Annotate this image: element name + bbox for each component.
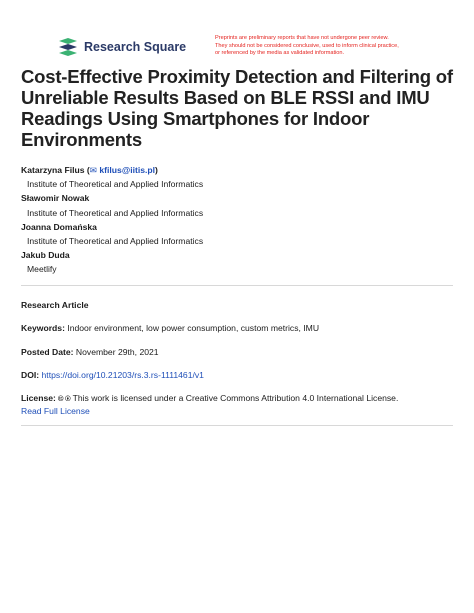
article-type: Research Article — [21, 300, 89, 310]
posted-date-value: November 29th, 2021 — [75, 347, 159, 357]
author-affiliation: Institute of Theoretical and Applied Informatics — [27, 236, 204, 247]
license-row — [21, 392, 453, 417]
author-name: Jakub Duda — [21, 250, 70, 261]
author-affiliation: Institute of Theoretical and Applied Informatics — [27, 179, 204, 190]
doi-link[interactable]: https://doi.org/10.21203/rs.3.rs-1111461/v1 — [41, 370, 204, 380]
preprint-disclaimer — [215, 35, 455, 58]
research-square-logo[interactable] — [57, 38, 186, 56]
disclaimer-line: or referenced by the media as validated information. — [215, 50, 345, 57]
disclaimer-line: They should not be considered conclusive, used to inform clinical practice, — [215, 42, 399, 49]
author-name: Katarzyna Filus — [21, 165, 85, 175]
divider — [21, 425, 453, 426]
research-square-logo-icon — [57, 38, 79, 56]
author-email-link[interactable]: kfilus@iitis.pl — [99, 165, 156, 175]
keywords-label: Keywords: — [21, 323, 65, 333]
paper-title: Cost-Effective Proximity Detection and Filtering of Unreliable Results Based on BLE RSSI and IMU Readings Using Smartphones for Indoor Environments — [21, 66, 453, 150]
divider — [21, 285, 453, 286]
disclaimer-line: Preprints are preliminary reports that have not undergone peer review. — [215, 35, 389, 41]
posted-date-row — [21, 346, 159, 358]
author-affiliation: Institute of Theoretical and Applied Informatics — [27, 207, 204, 218]
author-name: Sławomir Nowak — [21, 193, 90, 204]
doi-row — [21, 369, 204, 381]
author-entry — [21, 163, 203, 177]
keywords-value: Indoor environment, low power consumption, custom metrics, IMU — [67, 323, 320, 333]
author-list — [21, 163, 203, 277]
author-affiliation: Meetlify — [27, 264, 57, 275]
email-close-paren: ) — [155, 165, 158, 175]
author-name: Joanna Domańska — [21, 221, 97, 232]
license-label: License: — [21, 393, 56, 403]
mail-icon: ✉ — [89, 165, 97, 175]
doi-label: DOI: — [21, 370, 40, 380]
posted-date-label: Posted Date: — [21, 347, 74, 357]
creative-commons-icon: 🅭 🅯 — [58, 394, 71, 403]
read-full-license-link[interactable]: Read Full License — [21, 406, 90, 416]
license-text: This work is licensed under a Creative Commons Attribution 4.0 International License. — [72, 393, 399, 403]
logo-text: Research Square — [84, 40, 187, 54]
email-open-paren: ( — [86, 165, 90, 175]
keywords-row — [21, 322, 319, 334]
